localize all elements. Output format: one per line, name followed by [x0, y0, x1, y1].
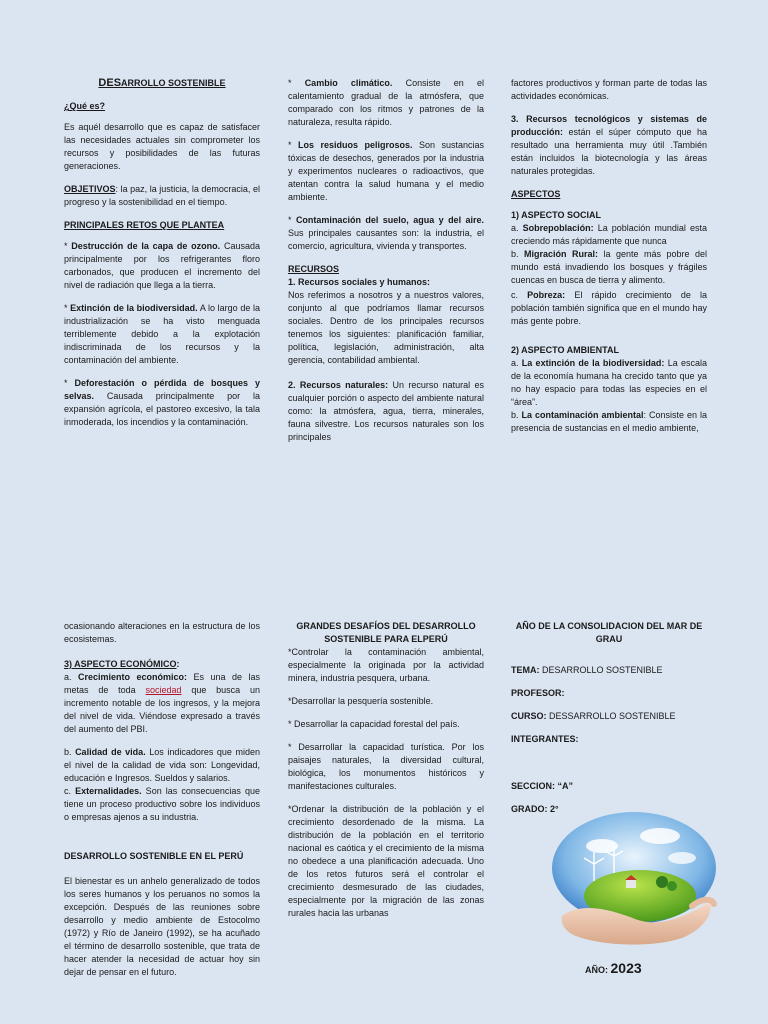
column-6-cover	[511, 620, 707, 826]
column-2	[288, 77, 484, 454]
economico-item	[64, 746, 260, 785]
item-title: Calidad de vida.	[75, 747, 146, 757]
economico-item	[64, 785, 260, 824]
item-prefix: b.	[511, 249, 524, 259]
item-text: La escala de la economía humana ha crecido tanto que ya no hay espacio para todas las especies en el “área”.	[511, 358, 707, 407]
recursos-text2: Un recurso natural es cualquier porción o aspecto del ambiente natural como: la atmósfera, agua, tierra, minerales, fauna silvestre. Los recursos naturales son los principales	[288, 380, 484, 442]
item-prefix: a.	[511, 223, 523, 233]
sociedad-link[interactable]: sociedad	[145, 685, 182, 695]
reto-text: Consiste en el calentamiento gradual de la atmósfera, que comparado con los ritmos y patrones de la naturaleza, resulta rápido.	[288, 78, 484, 127]
reto-text: Causada principalmente por la expansión agrícola, el pastoreo excesivo, la tala inmoderada, los incendios y la contaminación.	[64, 391, 260, 427]
column-1	[64, 77, 260, 439]
reto-item	[64, 302, 260, 367]
reto-title: Contaminación del suelo, agua y del aire.	[295, 215, 485, 225]
ambiental-item	[511, 357, 707, 409]
seccion-line: SECCION: “A”	[511, 781, 574, 791]
ambiental-heading: 2) ASPECTO AMBIENTAL	[511, 345, 620, 355]
desafio-item: * Desarrollar la capacidad forestal del país.	[288, 719, 460, 729]
objetivos-text: : la paz, la justicia, la democracia, el progreso y la sostenibilidad en el tiempo.	[64, 184, 260, 207]
reto-item	[288, 77, 484, 129]
tema-label: TEMA:	[511, 665, 540, 675]
objetivos-label: OBJETIVOS	[64, 184, 116, 194]
reto-title: Cambio climático.	[304, 78, 393, 88]
curso-label: CURSO:	[511, 711, 547, 721]
item-title: Pobreza:	[527, 290, 566, 300]
item-text: Es una de las metas de toda	[64, 672, 260, 695]
item-title: Sobrepoblación:	[522, 223, 594, 233]
item-prefix: b.	[511, 410, 522, 420]
ambiental-item	[511, 409, 707, 435]
curso-line	[511, 710, 707, 723]
reto-title: Destrucción de la capa de ozono.	[71, 241, 221, 251]
objetivos-paragraph	[64, 183, 260, 209]
aspectos-heading: ASPECTOS	[511, 189, 561, 199]
integrantes-line: INTEGRANTES:	[511, 734, 579, 744]
item-text: : Consiste en la presencia de sustancias en el medio ambiente,	[511, 410, 707, 433]
reto-bullet: *	[288, 78, 305, 88]
tec-title: 3. Recursos tecnológicos y sistemas de producción:	[511, 114, 707, 137]
reto-title: Los residuos peligrosos.	[297, 140, 413, 150]
year-value: 2023	[610, 960, 642, 976]
economico-heading-colon: :	[176, 659, 180, 669]
item-text: que busca un incremento notable de los ingresos, y la mejora del nivel de vida. Viéndose expresado a través del aumento del PBI.	[64, 685, 260, 734]
item-text: Los indicadores que miden el nivel de la calidad de vida son: Longevidad, educación e Ingresos. Sueldos y salarios.	[64, 747, 260, 783]
reto-item	[288, 214, 484, 253]
economico-item	[64, 671, 260, 736]
reto-bullet: *	[64, 303, 71, 313]
economico-heading	[64, 658, 260, 671]
item-title: Crecimiento económico:	[78, 672, 188, 682]
recursos-cont: factores productivos y forman parte de todas las actividades económicas.	[511, 78, 707, 101]
earth-hand-image	[542, 806, 722, 951]
tema-line	[511, 664, 707, 677]
desafio-item: *Controlar la contaminación ambiental, especialmente la originada por la actividad minera, industria pesquera, urbana.	[288, 647, 484, 683]
item-prefix: a.	[511, 358, 522, 368]
item-text: La población mundial esta creciendo más rápidamente que nunca	[511, 223, 707, 246]
recursos-text1: Nos referimos a nosotros y a nuestros valores, conjunto al que podríamos llamar recursos sociales. Dentro de los principales recursos tenemos los siguientes: planificación familiar, política, legislación, administración, alta gerencia, contabilidad ambiental.	[288, 290, 484, 365]
cover-heading: AÑO DE LA CONSOLIDACION DEL MAR DE GRAU	[515, 621, 703, 644]
social-item	[511, 289, 707, 328]
desafios-heading: GRANDES DESAFÍOS DEL DESARROLLO SOSTENIBLE PARA ELPERÚ	[296, 621, 476, 644]
item-text: la gente más pobre del mundo está invadiendo los bosques y frágiles cuencas en busca de tierra y alimento.	[511, 249, 707, 285]
doc-title-lead: DES	[98, 77, 122, 89]
peru-heading: DESARROLLO SOSTENIBLE EN EL PERÚ	[64, 851, 244, 861]
item-title: La contaminación ambiental	[521, 410, 644, 420]
recursos-sub2: 2. Recursos naturales:	[288, 380, 389, 390]
item-prefix: c.	[511, 290, 528, 300]
reto-text: A lo largo de la industrialización se ha visto menguada terriblemente debido a la explotación indiscriminada de los recursos y la contaminación del ambiente.	[64, 303, 260, 365]
year-line	[585, 962, 642, 977]
earth-hand-icon	[542, 806, 722, 951]
tema-value: DESARROLLO SOSTENIBLE	[539, 665, 663, 675]
peru-text: El bienestar es un anhelo generalizado de todos los seres humanos y los peruanos no somos la excepción. Después de las reuniones sobre desarrollo y medio ambiente de Estocolmo (1972) y Río de Janeiro (1992), se ha acuñado el término de desarrollo sostenible, que trata de hacer atender la necesidad de actuar hoy sin dejar de pensar en el futuro.	[64, 876, 260, 977]
que-es-text: Es aquél desarrollo que es capaz de satisfacer las necesidades actuales sin comprometer los recursos y posibilidades de las futuras generaciones.	[64, 122, 260, 171]
doc-title	[64, 77, 260, 90]
item-text: Son las consecuencias que tiene un proceso productivo sobre los individuos o empresas ajenos a su industria.	[64, 786, 260, 822]
reto-title: Extinción de la biodiversidad.	[70, 303, 198, 313]
reto-bullet: *	[64, 378, 75, 388]
grado-line: GRADO: 2°	[511, 804, 559, 814]
reto-item	[64, 377, 260, 429]
ambiental-cont: ocasionando alteraciones en la estructura de los ecosistemas.	[64, 621, 260, 644]
item-title: Externalidades.	[75, 786, 142, 796]
reto-bullet: *	[64, 241, 72, 251]
reto-text: Sus principales causantes son: la industria, el comercio, agricultura, vivienda y transportes.	[288, 228, 484, 251]
retos-heading: PRINCIPALES RETOS QUE PLANTEA	[64, 220, 225, 230]
que-es-heading: ¿Qué es?	[64, 101, 106, 111]
reto-item	[288, 139, 484, 204]
recursos-heading: RECURSOS	[288, 264, 340, 274]
item-prefix: c.	[64, 786, 76, 796]
social-item	[511, 248, 707, 287]
column-4	[64, 620, 260, 989]
reto-item	[64, 240, 260, 292]
economico-heading-text: 3) ASPECTO ECONÓMICO	[64, 659, 177, 669]
reto-text: Causada principalmente por los refrigerantes floro carbonados, que producen el incremento del nivel de radiación que llega a la tierra.	[64, 241, 260, 290]
column-5	[288, 620, 484, 930]
item-prefix: a.	[64, 672, 78, 682]
desafio-item: *Ordenar la distribución de la población y el crecimiento desordenado de la misma. La distribución de la población en el territorio nacional es caótica y el crecimiento de la misma no obedece a una planificación adecuada. Uno de los retos futuros será el controlar el crecimiento desmesurado de las ciudades, especialmente por la migración de las zonas rurales hacia las urbanas	[288, 804, 484, 918]
reto-text: Son sustancias tóxicas de desechos, generados por la industria y experimentos nucleares o radioactivos, que atentan contra la salud humana y el medio ambiente.	[288, 140, 484, 202]
recursos-tecnologicos	[511, 113, 707, 178]
profesor-line: PROFESOR:	[511, 688, 565, 698]
reto-bullet: *	[288, 140, 298, 150]
item-text: El rápido crecimiento de la población también significa que en el mundo hay más gente pobre.	[511, 290, 707, 326]
reto-bullet: *	[288, 215, 296, 225]
column-3	[511, 77, 707, 445]
social-item	[511, 222, 707, 248]
item-title: La extinción de la biodiversidad:	[521, 358, 665, 368]
doc-title-rest: ARROLLO SOSTENIBLE	[121, 78, 226, 88]
social-heading: 1) ASPECTO SOCIAL	[511, 210, 602, 220]
item-title: Migración Rural:	[524, 249, 598, 259]
item-prefix: b.	[64, 747, 76, 757]
desafio-item: * Desarrollar la capacidad turística. Por los paisajes naturales, la diversidad cultural, biológica, los monumentos históricos y manifestaciones culturales.	[288, 742, 484, 791]
curso-value: DESSARROLLO SOSTENIBLE	[546, 711, 676, 721]
year-label: AÑO:	[585, 965, 611, 975]
reto-title: Deforestación o pérdida de bosques y selvas.	[64, 378, 260, 401]
tec-text: están el súper cómputo que ha resultado una herramienta muy útil .También están incluidos la biotecnología y las áreas naturales protegidas.	[511, 127, 707, 176]
recursos-naturales	[288, 379, 484, 444]
recursos-sub1: 1. Recursos sociales y humanos:	[288, 277, 431, 287]
desafio-item: *Desarrollar la pesquería sostenible.	[288, 696, 434, 706]
